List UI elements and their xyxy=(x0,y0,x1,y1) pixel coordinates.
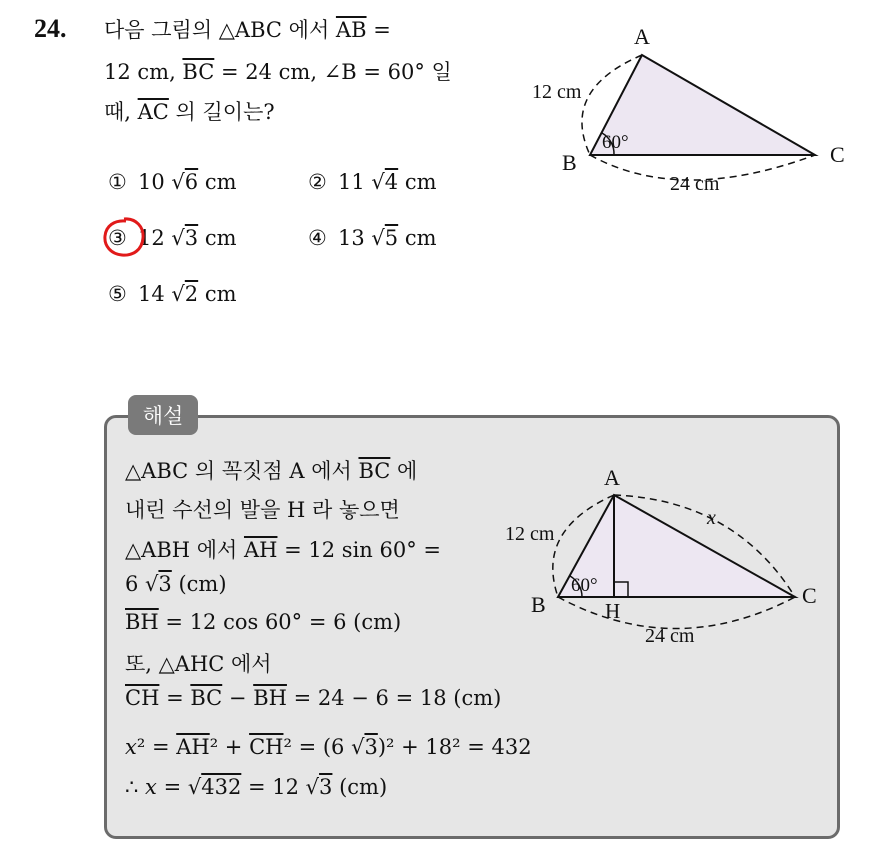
solution-line-7: $\overline{CH} = \overline{BC} - \overline{BH} = 24 - 6 = 18$ (cm) xyxy=(125,686,502,710)
solution-line-2: 내린 수선의 발을 H 라 놓으면 xyxy=(125,498,400,522)
triangle-figure-1 xyxy=(520,20,860,210)
answer-mark-circle xyxy=(100,214,148,260)
question-line-1-text: 다음 그림의 △ABC 에서 $\overline{AB}$ = xyxy=(104,18,391,42)
label-angle-b: 60° xyxy=(602,132,629,153)
choice-1[interactable]: ① 10 √6 cm xyxy=(108,170,237,194)
label-b-2: B xyxy=(531,592,546,617)
solution-line-9: ∴ x = √432 = 12 √3 (cm) xyxy=(125,775,388,799)
label-side-ab: 12 cm xyxy=(532,81,582,103)
question-line-1 xyxy=(104,14,391,44)
label-b: B xyxy=(562,150,577,175)
question-number: 24. xyxy=(34,14,67,43)
label-angle-b-2: 60° xyxy=(571,575,598,596)
label-c: C xyxy=(830,142,845,167)
solution-line-6: 또, △AHC 에서 xyxy=(125,652,272,676)
solution-tab: 해설 xyxy=(128,395,198,435)
choice-3[interactable]: ③ 12 √3 cm xyxy=(108,226,237,250)
label-a-2: A xyxy=(604,465,620,490)
solution-line-8: $x^2 = \overline{AH}^2 + \overline{CH}^2 = (6$ √3)² + 18² = 432 xyxy=(125,735,532,759)
label-h: H xyxy=(605,599,621,623)
triangle-figure-2 xyxy=(495,460,835,660)
question-line-2: 12 cm, $\overline{BC} = 24$ cm, ∠B = 60° 일 xyxy=(104,60,452,84)
choice-4[interactable]: ④ 13 √5 cm xyxy=(308,226,437,250)
label-a: A xyxy=(634,24,650,49)
choice-5[interactable]: ⑤ 14 √2 cm xyxy=(108,282,237,306)
dimension-bc-2 xyxy=(558,597,795,629)
choice-2[interactable]: ② 11 √4 cm xyxy=(308,170,437,194)
solution-line-5: $\overline{BH} = 12$ cos 60° = 6 (cm) xyxy=(125,610,402,634)
label-side-bc-2: 24 cm xyxy=(645,625,695,647)
label-c-2: C xyxy=(802,583,817,608)
solution-line-3: △ABH 에서 $\overline{AH} = 12$ sin 60° = xyxy=(125,538,441,562)
label-side-bc: 24 cm xyxy=(670,173,720,195)
question-line-3: 때, $\overline{AC}$ 의 길이는? xyxy=(104,100,275,124)
solution-line-1: △ABC 의 꼭짓점 A 에서 $\overline{BC}$ 에 xyxy=(125,459,418,483)
label-side-ab-2: 12 cm xyxy=(505,523,555,545)
label-side-ac: x xyxy=(707,507,716,529)
solution-line-4: 6 √3 (cm) xyxy=(125,572,227,596)
